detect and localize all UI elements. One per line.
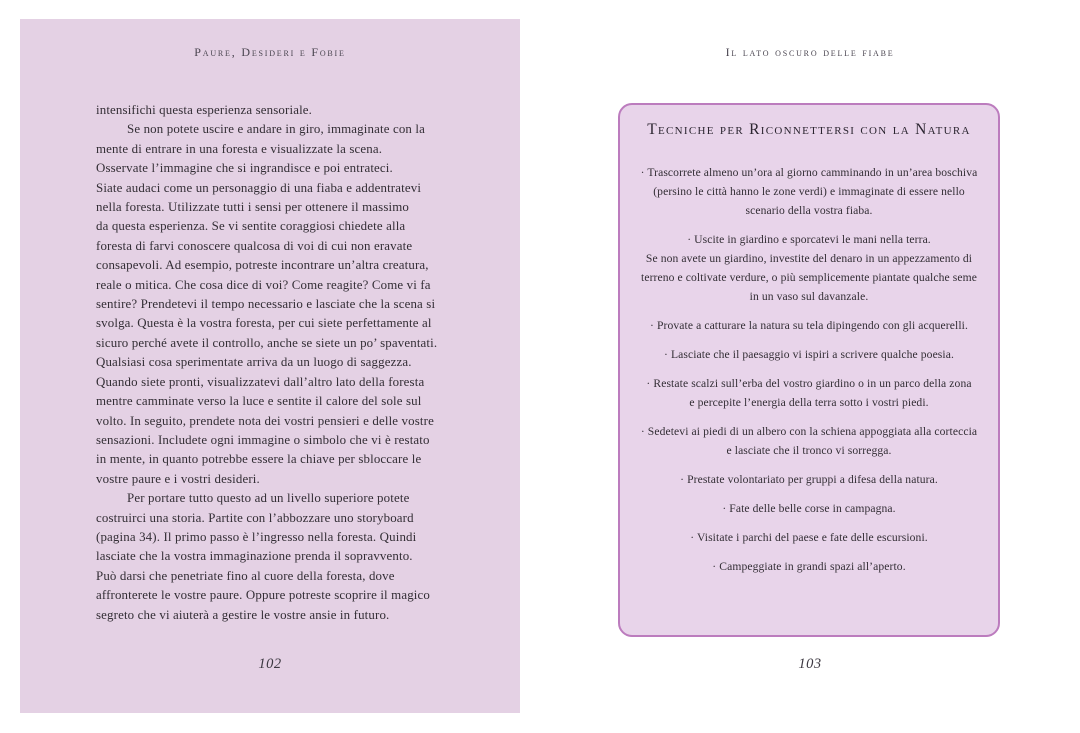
- body-text-line: Osservate l’immagine che si ingrandisce e poi entrateci.: [96, 161, 393, 176]
- body-text-line: Qualsiasi cosa sperimentate arriva da un luogo di saggezza.: [96, 355, 412, 370]
- nature-box-item: [632, 557, 986, 576]
- nature-box-item-line: e percepite l’energia della terra sotto i vostri piedi.: [689, 396, 929, 409]
- nature-box-item-line: · Visitate i parchi del paese e fate delle escursioni.: [690, 531, 928, 544]
- body-text-line: Quando siete pronti, visualizzatevi dall’altro lato della foresta: [96, 374, 425, 389]
- left-page: [20, 19, 520, 713]
- nature-box-item: [632, 316, 986, 335]
- nature-box-item: [632, 528, 986, 547]
- body-text-line: svolga. Questa è la vostra foresta, per cui siete perfettamente al: [96, 316, 432, 331]
- body-text-line: foresta di farvi conoscere qualcosa di voi di cui non eravate: [96, 238, 413, 253]
- left-body: [96, 101, 500, 625]
- nature-box-item-line: · Trascorrete almeno un’ora al giorno camminando in un’area boschiva: [640, 166, 978, 179]
- body-text-line: sicuro perché avete il controllo, anche se siete un po’ spaventati.: [96, 335, 438, 350]
- left-page-number: 102: [258, 656, 282, 672]
- nature-box-item-line: · Uscite in giardino e sporcatevi le mani nella terra.: [687, 233, 931, 246]
- body-text-line: segreto che vi aiuterà a gestire le vostre ansie in futuro.: [96, 607, 390, 622]
- nature-box-item-line: scenario della vostra fiaba.: [745, 204, 873, 217]
- nature-box-item-line: · Sedetevi ai piedi di un albero con la schiena appoggiata alla corteccia: [640, 425, 978, 438]
- right-page-number: 103: [798, 656, 822, 672]
- body-text-line: reale o mitica. Che cosa dice di voi? Come reagite? Come vi fa: [96, 277, 431, 292]
- nature-box-item: [632, 499, 986, 518]
- nature-box-item-line: Se non avete un giardino, investite del denaro in un appezzamento di: [645, 252, 973, 265]
- nature-box-item-line: terreno e coltivate verdure, o più semplicemente piantate qualche seme: [641, 271, 977, 284]
- nature-box-item: [632, 163, 986, 220]
- body-text-line: Se non potete uscire e andare in giro, immaginate con la: [127, 122, 425, 137]
- nature-techniques-box: [618, 103, 1000, 637]
- body-text-line: (pagina 34). Il primo passo è l’ingresso nella foresta. Quindi: [96, 529, 417, 544]
- nature-box-item: [632, 230, 986, 306]
- body-text-line: volto. In seguito, prendete nota dei vostri pensieri e delle vostre: [96, 413, 434, 428]
- body-text-line: in mente, in quanto potrebbe essere la chiave per sbloccare le: [96, 452, 422, 467]
- body-text-line: mente di entrare in una foresta e visualizzate la scena.: [96, 141, 383, 156]
- body-text-line: affronterete le vostre paure. Oppure potreste scoprire il magico: [96, 588, 430, 603]
- nature-box-item-line: (persino le città hanno le zone verdi) e immaginate di essere nello: [653, 185, 965, 198]
- body-text-line: consapevoli. Ad esempio, potreste incontrare un’altra creatura,: [96, 258, 429, 273]
- nature-box-item: [632, 422, 986, 460]
- body-text-line: Può darsi che penetriate fino al cuore della foresta, dove: [96, 568, 395, 583]
- nature-box-item-line: · Prestate volontariato per gruppi a difesa della natura.: [680, 473, 938, 486]
- body-text-line: costruirci una storia. Partite con l’abbozzare uno storyboard: [96, 510, 414, 525]
- body-text-line: Siate audaci come un personaggio di una fiaba e addentratevi: [96, 180, 422, 195]
- body-text-line: nella foresta. Utilizzate tutti i sensi per ottenere il massimo: [96, 200, 410, 215]
- body-text-line: vostre paure e i vostri desideri.: [96, 471, 260, 486]
- nature-box-item-line: e lasciate che il tronco vi sorregga.: [726, 444, 892, 457]
- nature-box-item-line: · Lasciate che il paesaggio vi ispiri a scrivere qualche poesia.: [663, 348, 954, 361]
- left-running-header: Paure, Desideri e Fobie: [194, 45, 346, 59]
- nature-box-item-line: · Fate delle belle corse in campagna.: [722, 502, 896, 515]
- nature-box-item: [632, 470, 986, 489]
- nature-box-item-line: · Campeggiate in grandi spazi all’aperto.: [712, 560, 906, 573]
- body-text-line: sensazioni. Includete ogni immagine o simbolo che vi è restato: [96, 432, 430, 447]
- nature-box-item-line: · Provate a catturare la natura su tela dipingendo con gli acquerelli.: [650, 319, 968, 332]
- nature-box-item: [632, 374, 986, 412]
- right-page: [560, 19, 1060, 713]
- nature-box-item-line: · Restate scalzi sull’erba del vostro giardino o in un parco della zona: [646, 377, 972, 390]
- body-text-line: intensifichi questa esperienza sensoriale.: [96, 103, 313, 117]
- body-text-line: sentire? Prendetevi il tempo necessario e lasciate che la scena si: [96, 297, 436, 312]
- body-text-line: Per portare tutto questo ad un livello superiore potete: [127, 491, 410, 506]
- right-running-header: Il lato oscuro delle fiabe: [725, 45, 895, 59]
- body-text-line: lasciate che la vostra immaginazione prenda il sopravvento.: [96, 549, 413, 564]
- nature-box-items: [632, 163, 986, 576]
- body-text-line: da questa esperienza. Se vi sentite coraggiosi chiedete alla: [96, 219, 406, 234]
- nature-box-item-line: in un vaso sul davanzale.: [749, 290, 869, 303]
- body-text-line: mentre camminate verso la luce e sentite il calore del sole sul: [96, 394, 422, 409]
- nature-box-item: [632, 345, 986, 364]
- nature-box-title: Tecniche per Riconnettersi con la Natura: [647, 121, 971, 138]
